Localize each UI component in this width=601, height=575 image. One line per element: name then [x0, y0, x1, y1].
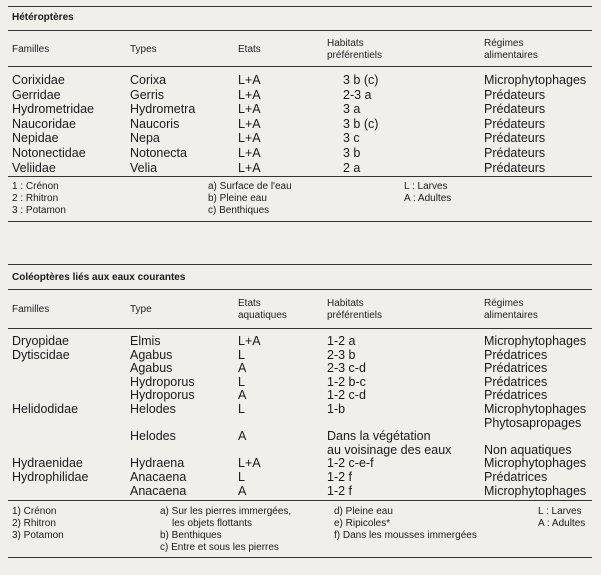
table2-cell-habitat: 1-b	[327, 402, 346, 416]
table2-legend-1-1: 2) Rhitron	[12, 518, 56, 529]
table2-cell-regime: Microphytophages	[484, 334, 587, 348]
table2-legend-1-0: 1) Crénon	[12, 506, 57, 517]
table2-cell-type: Agabus	[130, 361, 173, 376]
table1-cell-famille: Naucoridae	[12, 116, 76, 131]
table2-cell-type: Anacaena	[130, 483, 187, 498]
table2-cell-regime: Prédatrices	[484, 470, 548, 484]
table1-legend-2-1: b) Pleine eau	[208, 193, 267, 204]
table1-legend-3-0: L : Larves	[404, 181, 448, 192]
table2-cell-etat: A	[238, 429, 247, 444]
table1-legend-1-0: 1 : Crénon	[12, 181, 59, 192]
table1-header-habitats-1: Habitats	[327, 38, 364, 49]
table1-cell-habitat: 3 b	[343, 146, 361, 160]
table2-cell-type: Agabus	[130, 347, 173, 362]
table1-legend-1-1: 2 : Rhitron	[12, 193, 59, 204]
table1-legend-2-2: c) Benthiques	[208, 205, 270, 216]
table1-header-rule	[8, 66, 592, 67]
table2-cell-regime: Microphytophages	[484, 483, 587, 498]
table2-cell-regime: Prédatrices	[484, 388, 548, 403]
table2-legend-4-1: A : Adultes	[538, 518, 586, 529]
table1-cell-habitat: 3 a	[343, 102, 361, 117]
table2-cell-habitat: 1-2 a	[327, 334, 356, 348]
table2-legend-3-0: d) Pleine eau	[334, 506, 393, 517]
table2-cell-type: Anacaena	[130, 470, 187, 484]
table2-header-etats-2: aquatiques	[238, 310, 287, 321]
table2-title: Coléoptères liés aux eaux courantes	[12, 272, 186, 283]
table2-cell-habitat: 2-3 b	[327, 347, 356, 362]
table2-cell-famille: Dryopidae	[12, 334, 69, 348]
table2-cell-etat: A	[238, 361, 247, 376]
table1-cell-famille: Veliidae	[12, 160, 56, 175]
table2-cell-etat: L+A	[238, 334, 261, 348]
table1-cell-etat: L+A	[238, 116, 261, 131]
table2-legend-4-0: L : Larves	[538, 506, 582, 517]
table2-cell-habitat: 1-2 b-c	[327, 374, 366, 389]
table1-cell-type: Hydrometra	[130, 102, 196, 117]
table2-cell-famille: Dytiscidae	[12, 347, 70, 362]
table1-title-rule	[8, 30, 592, 31]
table2-cell-type: Hydroporus	[130, 388, 195, 403]
table2-header-habitats-1: Habitats	[327, 298, 364, 309]
table1-cell-type: Notonecta	[130, 146, 187, 160]
table2-legend-1-2: 3) Potamon	[12, 530, 64, 541]
table1-cell-type: Nepa	[130, 131, 160, 146]
table2-header-habitats-2: préférentiels	[327, 310, 383, 321]
table1-cell-type: Gerris	[130, 87, 165, 102]
table1-cell-regime: Prédateurs	[484, 146, 546, 160]
table2-cell-type: Helodes	[130, 429, 176, 444]
table1-cell-regime: Prédateurs	[484, 102, 546, 117]
table2-header-familles: Familles	[12, 304, 50, 315]
table1-cell-regime: Prédateurs	[484, 131, 546, 146]
table2-cell-etat: L+A	[238, 456, 261, 471]
table1-cell-regime: Microphytophages	[484, 73, 587, 87]
table2-cell-etat: L	[238, 402, 245, 416]
table2-header-type: Type	[130, 304, 152, 315]
table2-bottom-rule	[8, 557, 592, 558]
table2-cell-regime: Microphytophages	[484, 402, 587, 416]
table1-cell-type: Corixa	[130, 73, 167, 87]
table2-cell-habitat: Dans la végétation	[327, 429, 431, 444]
table2-cell-etat: L	[238, 470, 245, 484]
table2-cell-etat: L	[238, 347, 245, 362]
table2-legend-2-3: c) Entre et sous les pierres	[160, 542, 279, 553]
table2-header-rule	[8, 328, 592, 329]
table2-cell-type: Helodes	[130, 402, 176, 416]
table1-cell-habitat: 3 c	[343, 131, 360, 146]
table2-cell-habitat: 1-2 c-e-f	[327, 456, 374, 471]
table1-cell-habitat: 3 b (c)	[343, 73, 379, 87]
table2-cell-habitat: 1-2 c-d	[327, 388, 366, 403]
table2-title-rule	[8, 289, 592, 290]
table2-cell-habitat: 1-2 f	[327, 483, 353, 498]
table2-cell-habitat: au voisinage des eaux	[327, 442, 452, 457]
table1-cell-etat: L+A	[238, 87, 261, 102]
table2-cell-famille: Hydrophilidae	[12, 470, 89, 484]
table2-top-rule	[8, 264, 592, 265]
table2-cell-habitat: 2-3 c-d	[327, 361, 366, 376]
table1-header-types: Types	[130, 44, 157, 55]
table1-legend-1-2: 3 : Potamon	[12, 205, 66, 216]
table1-header-regimes-2: alimentaires	[484, 50, 538, 61]
table1-cell-type: Velia	[130, 160, 158, 175]
table1-cell-etat: L+A	[238, 73, 261, 87]
table2-legend-2-0: a) Sur les pierres immergées,	[160, 506, 292, 517]
table1-cell-famille: Corixidae	[12, 73, 65, 87]
table1-cell-regime: Prédateurs	[484, 160, 546, 175]
table2-cell-regime: Prédatrices	[484, 374, 548, 389]
table2-header-etats-1: Etats	[238, 298, 261, 309]
table2-cell-regime: Prédatrices	[484, 347, 548, 362]
table2-cell-habitat: 1-2 f	[327, 470, 353, 484]
table1-cell-famille: Notonectidae	[12, 146, 86, 160]
table2-body-rule	[8, 500, 592, 501]
table1-top-rule	[8, 6, 592, 7]
table1-cell-etat: L+A	[238, 146, 261, 160]
table2-cell-regime: Non aquatiques	[484, 442, 572, 457]
table1-body-rule	[8, 176, 592, 177]
table1-cell-famille: Nepidae	[12, 131, 59, 146]
table2-legend-3-2: f) Dans les mousses immergées	[334, 530, 477, 541]
table2-cell-etat: L	[238, 374, 245, 389]
table2-cell-type: Elmis	[130, 334, 161, 348]
table2-cell-type: Hydraena	[130, 456, 185, 471]
table2-cell-famille: Hydraenidae	[12, 456, 83, 471]
table1-cell-habitat: 2 a	[343, 160, 361, 175]
table1-cell-famille: Gerridae	[12, 87, 61, 102]
table2-header-regimes-1: Régimes	[484, 298, 524, 309]
table1-cell-type: Naucoris	[130, 116, 180, 131]
table2-legend-2-2: b) Benthiques	[160, 530, 222, 541]
table2-cell-regime: Microphytophages	[484, 456, 587, 471]
table1-title: Hétéroptères	[12, 12, 74, 23]
table1-header-etats: Etats	[238, 44, 261, 55]
table1-cell-habitat: 2-3 a	[343, 87, 372, 102]
table2-cell-regime: Phytosapropages	[484, 415, 582, 430]
table2-cell-famille: Helidodidae	[12, 402, 79, 416]
table1-cell-habitat: 3 b (c)	[343, 116, 379, 131]
table2-cell-regime: Prédatrices	[484, 361, 548, 376]
table1-header-familles: Familles	[12, 44, 50, 55]
table1-cell-famille: Hydrometridae	[12, 102, 94, 117]
table2-cell-etat: A	[238, 388, 247, 403]
table1-legend-3-1: A : Adultes	[404, 193, 452, 204]
table1-cell-regime: Prédateurs	[484, 116, 546, 131]
table1-bottom-rule	[8, 221, 592, 222]
table1-cell-etat: L+A	[238, 160, 261, 175]
table1-cell-regime: Prédateurs	[484, 87, 546, 102]
table2-header-regimes-2: alimentaires	[484, 310, 538, 321]
table1-header-regimes-1: Régimes	[484, 38, 524, 49]
table1-header-habitats-2: préférentiels	[327, 50, 383, 61]
table2-legend-2-1: les objets flottants	[172, 518, 253, 529]
table2-legend-3-1: e) Ripicoles*	[334, 518, 391, 529]
table1-cell-etat: L+A	[238, 131, 261, 146]
table2-cell-etat: A	[238, 483, 247, 498]
table1-cell-etat: L+A	[238, 102, 261, 117]
table1-legend-2-0: a) Surface de l'eau	[208, 181, 292, 192]
table2-cell-type: Hydroporus	[130, 374, 195, 389]
